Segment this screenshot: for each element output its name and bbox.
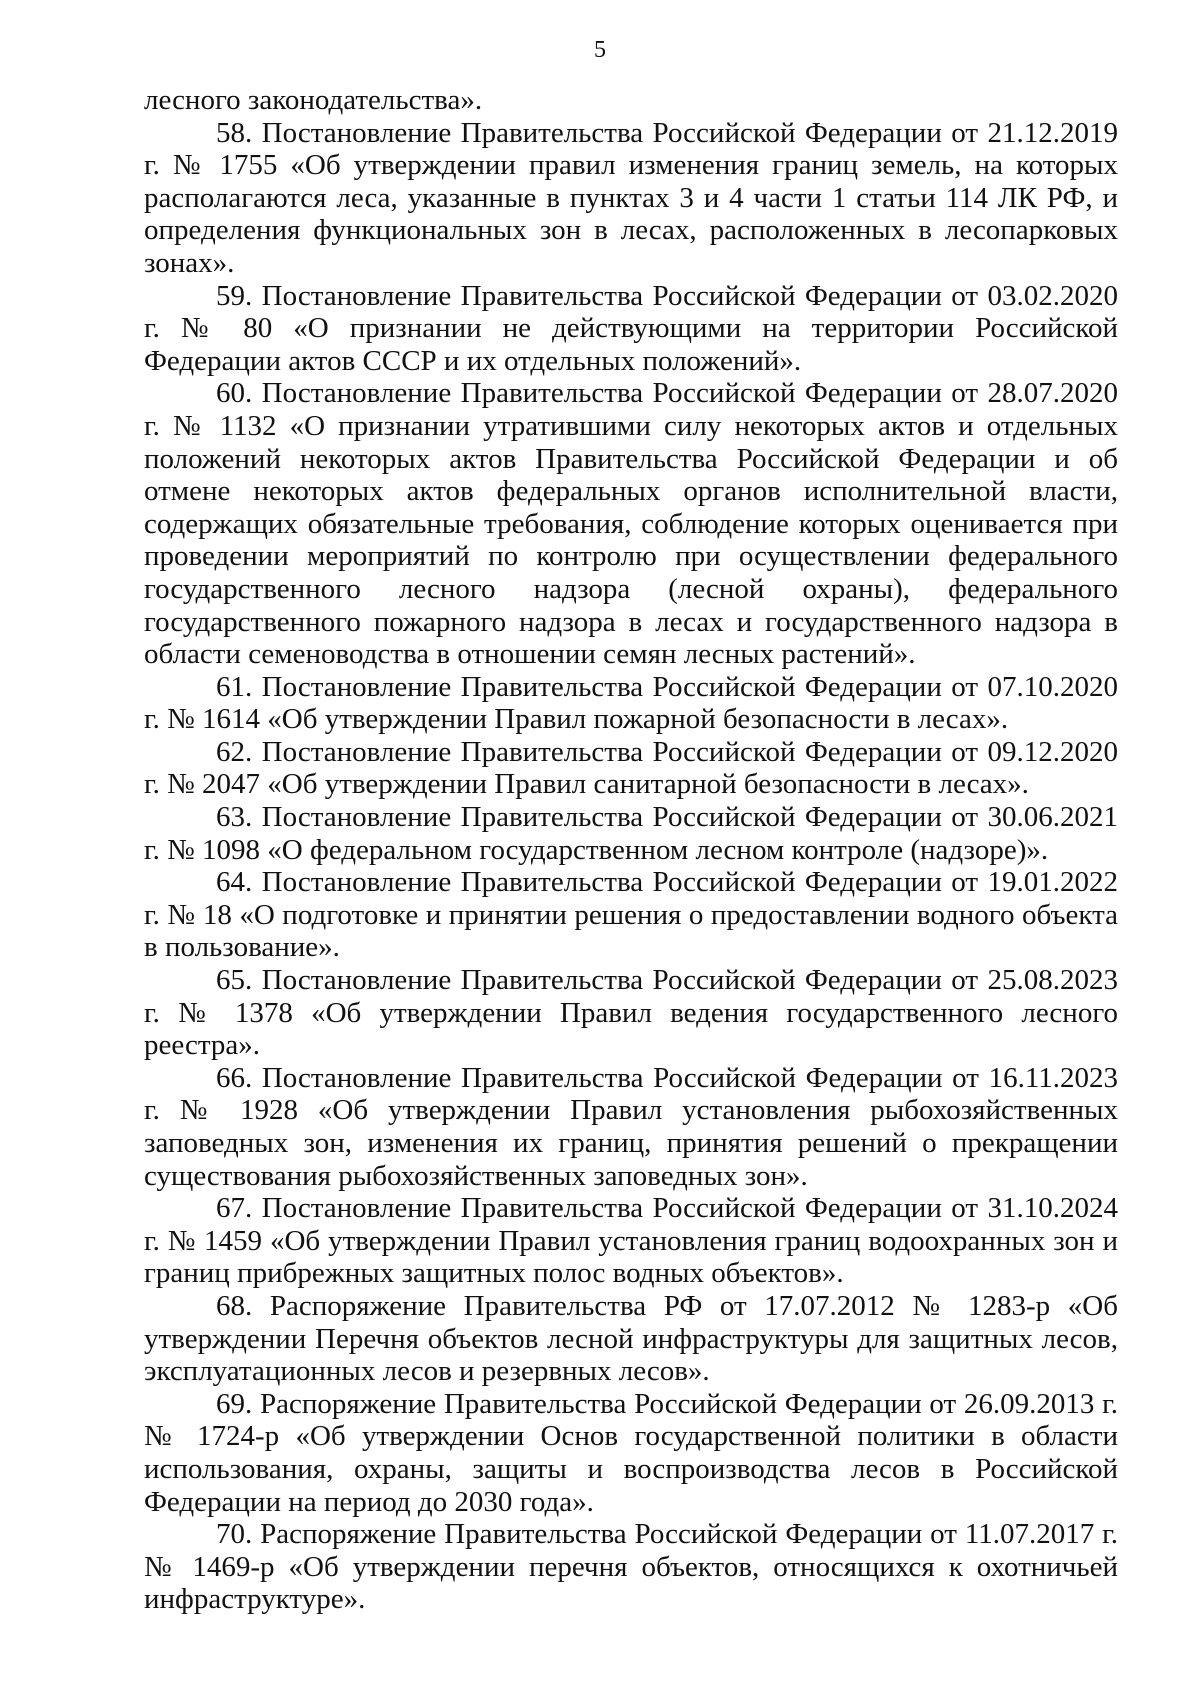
list-item: 64. Постановление Правительства Российской Федерации от 19.01.2022 г. № 18 «О подготовке и принятии решения о предоставлении водного объекта в пользование». (144, 866, 1118, 964)
list-item: 58. Постановление Правительства Российской Федерации от 21.12.2019 г. № 1755 «Об утверждении правил изменения границ земель, на которых располагаются леса, указанные в пунктах 3 и 4 части 1 статьи 114 ЛК РФ, и определения функциональных зон в лесах, расположенных в лесопарковых зонах». (144, 116, 1118, 279)
list-item: 68. Распоряжение Правительства РФ от 17.07.2012 № 1283-р «Об утверждении Перечня объектов лесной инфраструктуры для защитных лесов, эксплуатационных лесов и резервных лесов». (144, 1289, 1118, 1388)
list-item: 67. Постановление Правительства Российской Федерации от 31.10.2024 г. № 1459 «Об утверждении Правил установления границ водоохранных зон и границ прибрежных защитных полос водных объектов». (144, 1192, 1118, 1290)
list-item: 61. Постановление Правительства Российской Федерации от 07.10.2020 г. № 1614 «Об утверждении Правил пожарной безопасности в лесах». (144, 670, 1118, 736)
list-item: 60. Постановление Правительства Российской Федерации от 28.07.2020 г. № 1132 «О признании утратившими силу некоторых актов и отдельных положений некоторых актов Правительства Российской Федерации и об отмене некоторых актов федеральных органов исполнительной власти, содержащих обязательные требования, соблюдение которых оценивается при проведении мероприятий по контролю при осуществлении федерального государственного лесного надзора (лесной охраны), федерального государственного пожарного надзора в лесах и государственного надзора в области семеноводства в отношении семян лесных растений». (144, 377, 1118, 671)
list-item: 70. Распоряжение Правительства Российской Федерации от 11.07.2017 г. № 1469-р «Об утверждении перечня объектов, относящихся к охотничьей инфраструктуре». (144, 1518, 1118, 1616)
list-item: 65. Постановление Правительства Российской Федерации от 25.08.2023 г. № 1378 «Об утверждении Правил ведения государственного лесного реестра». (144, 964, 1118, 1062)
list-item: 63. Постановление Правительства Российской Федерации от 30.06.2021 г. № 1098 «О федеральном государственном лесном контроле (надзоре)». (144, 801, 1118, 866)
continuation-text: лесного законодательства». (144, 84, 483, 116)
page-number: 5 (594, 37, 606, 63)
list-item: 69. Распоряжение Правительства Российской Федерации от 26.09.2013 г. № 1724-р «Об утверждении Основ государственной политики в области использования, охраны, защиты и воспроизводства лесов в Российской Федерации на период до 2030 года». (144, 1387, 1118, 1518)
list-item: 66. Постановление Правительства Российской Федерации от 16.11.2023 г. № 1928 «Об утверждении Правил установления рыбохозяйственных заповедных зон, изменения их границ, принятия решений о прекращении существования рыбохозяйственных заповедных зон». (144, 1061, 1118, 1192)
document-body (144, 84, 1118, 1616)
list-item: 62. Постановление Правительства Российской Федерации от 09.12.2020 г. № 2047 «Об утверждении Правил санитарной безопасности в лесах». (144, 735, 1118, 801)
list-item: 59. Постановление Правительства Российской Федерации от 03.02.2020 г. № 80 «О признании не действующими на территории Российской Федерации актов СССР и их отдельных положений». (144, 279, 1118, 377)
